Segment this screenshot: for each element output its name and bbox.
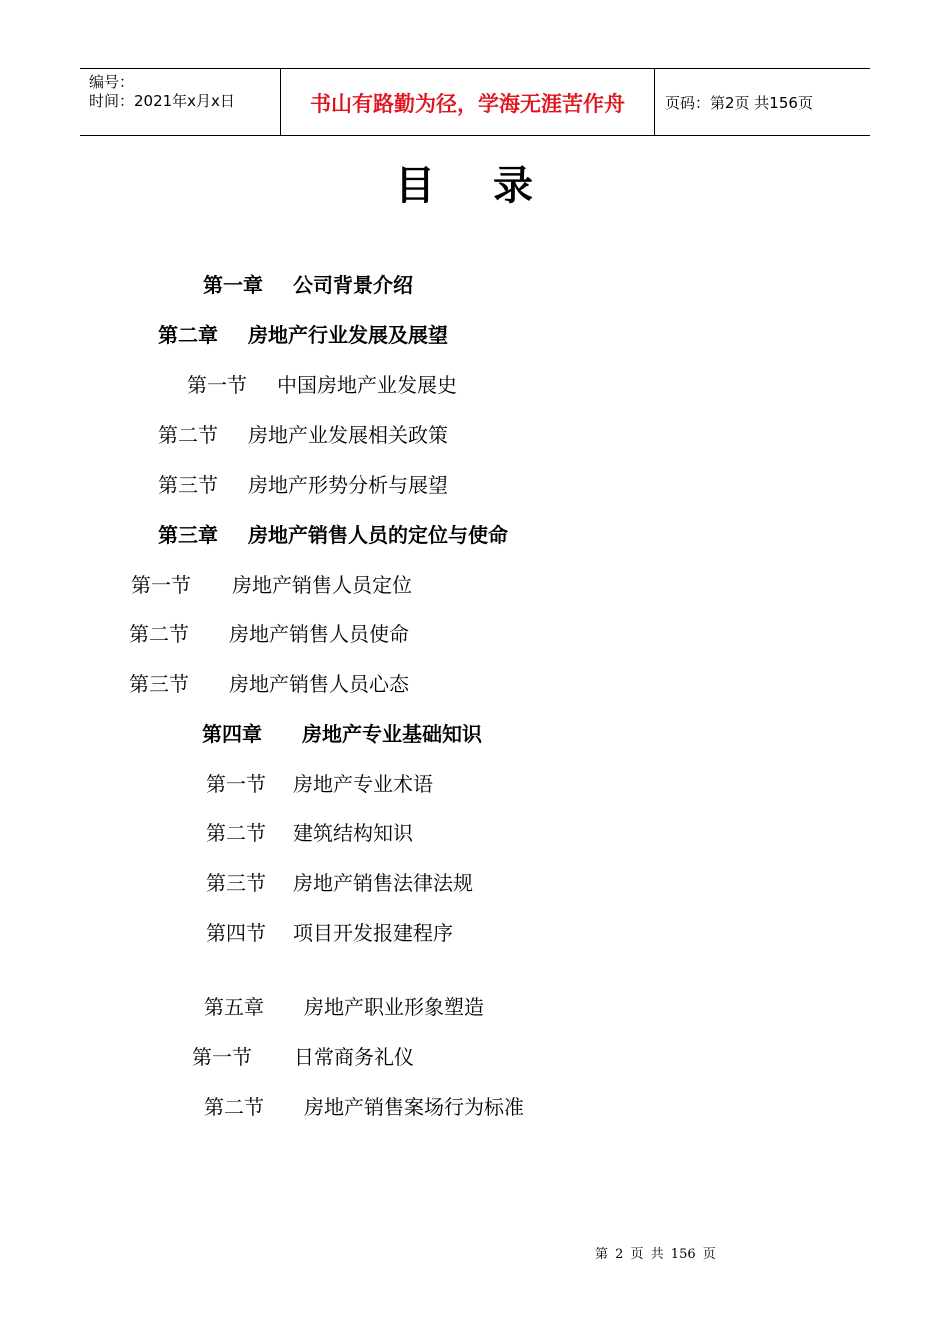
- toc-entry-title: 房地产职业形象塑造: [304, 995, 484, 1019]
- toc-entry-label: 第一节: [192, 1045, 252, 1069]
- toc-section-4-1[interactable]: [206, 771, 433, 797]
- toc-entry-title: 房地产形势分析与展望: [248, 473, 448, 497]
- toc-entry-title: 中国房地产业发展史: [277, 373, 457, 397]
- toc-entry-label: 第一节: [187, 373, 247, 397]
- toc-section-5-1[interactable]: [192, 1044, 414, 1070]
- toc-section-4-2[interactable]: [206, 820, 413, 846]
- toc-entry-label: 第三章: [158, 523, 218, 547]
- toc-entry-title: 公司背景介绍: [293, 273, 413, 297]
- toc-entry-title: 房地产销售法律法规: [293, 871, 473, 895]
- header-motto-cell: [281, 69, 655, 135]
- toc-section-3-2[interactable]: [129, 621, 409, 647]
- toc-entry-label: 第三节: [158, 473, 218, 497]
- toc-chapter-4[interactable]: [202, 721, 482, 747]
- toc-section-2-2[interactable]: [158, 422, 448, 448]
- toc-entry-label: 第二章: [158, 323, 218, 347]
- toc-section-3-3[interactable]: [129, 671, 409, 697]
- toc-chapter-5[interactable]: [204, 994, 484, 1020]
- page-number-info: 页码：第2页 共156页: [665, 94, 813, 112]
- header-page-cell: [655, 69, 870, 135]
- toc-entry-label: 第四章: [202, 722, 262, 746]
- toc-entry-label: 第二节: [129, 622, 189, 646]
- toc-entry-label: 第一章: [203, 273, 263, 297]
- toc-entry-title: 房地产销售人员的定位与使命: [248, 523, 508, 547]
- toc-entry-label: 第三节: [206, 871, 266, 895]
- toc-chapter-2[interactable]: [158, 322, 448, 348]
- page-title: 目 录: [395, 162, 555, 209]
- toc-entry-title: 项目开发报建程序: [293, 921, 453, 945]
- toc-entry-label: 第二节: [206, 821, 266, 845]
- toc-entry-title: 日常商务礼仪: [294, 1045, 414, 1069]
- toc-section-4-4[interactable]: [206, 920, 453, 946]
- toc-entry-label: 第五章: [204, 995, 264, 1019]
- toc-entry-label: 第二节: [204, 1095, 264, 1119]
- toc-entry-label: 第二节: [158, 423, 218, 447]
- motto-text: 书山有路勤为径，学海无涯苦作舟: [310, 92, 625, 116]
- toc-entry-title: 房地产销售人员使命: [229, 622, 409, 646]
- serial-number-label: 编号：: [89, 73, 135, 91]
- toc-entry-title: 建筑结构知识: [293, 821, 413, 845]
- toc-chapter-1[interactable]: [203, 272, 413, 298]
- toc-section-3-1[interactable]: [131, 572, 412, 598]
- header-meta-cell: [80, 69, 281, 135]
- toc-section-5-2[interactable]: [204, 1094, 524, 1120]
- page-footer: 第 2 页 共 156 页: [595, 1247, 716, 1262]
- toc-section-4-3[interactable]: [206, 870, 473, 896]
- toc-entry-label: 第一节: [206, 772, 266, 796]
- toc-entry-title: 房地产销售人员心态: [229, 672, 409, 696]
- toc-entry-title: 房地产行业发展及展望: [248, 323, 448, 347]
- toc-entry-label: 第三节: [129, 672, 189, 696]
- toc-entry-label: 第四节: [206, 921, 266, 945]
- toc-section-2-1[interactable]: [187, 372, 457, 398]
- toc-entry-title: 房地产专业术语: [293, 772, 433, 796]
- toc-entry-title: 房地产销售案场行为标准: [304, 1095, 524, 1119]
- toc-section-2-3[interactable]: [158, 472, 448, 498]
- toc-chapter-3[interactable]: [158, 522, 508, 548]
- page-header: [80, 68, 870, 136]
- date-label: 时间：2021年x月x日: [89, 92, 235, 110]
- toc-entry-label: 第一节: [131, 573, 191, 597]
- toc-entry-title: 房地产业发展相关政策: [248, 423, 448, 447]
- toc-entry-title: 房地产专业基础知识: [302, 722, 482, 746]
- toc-entry-title: 房地产销售人员定位: [232, 573, 412, 597]
